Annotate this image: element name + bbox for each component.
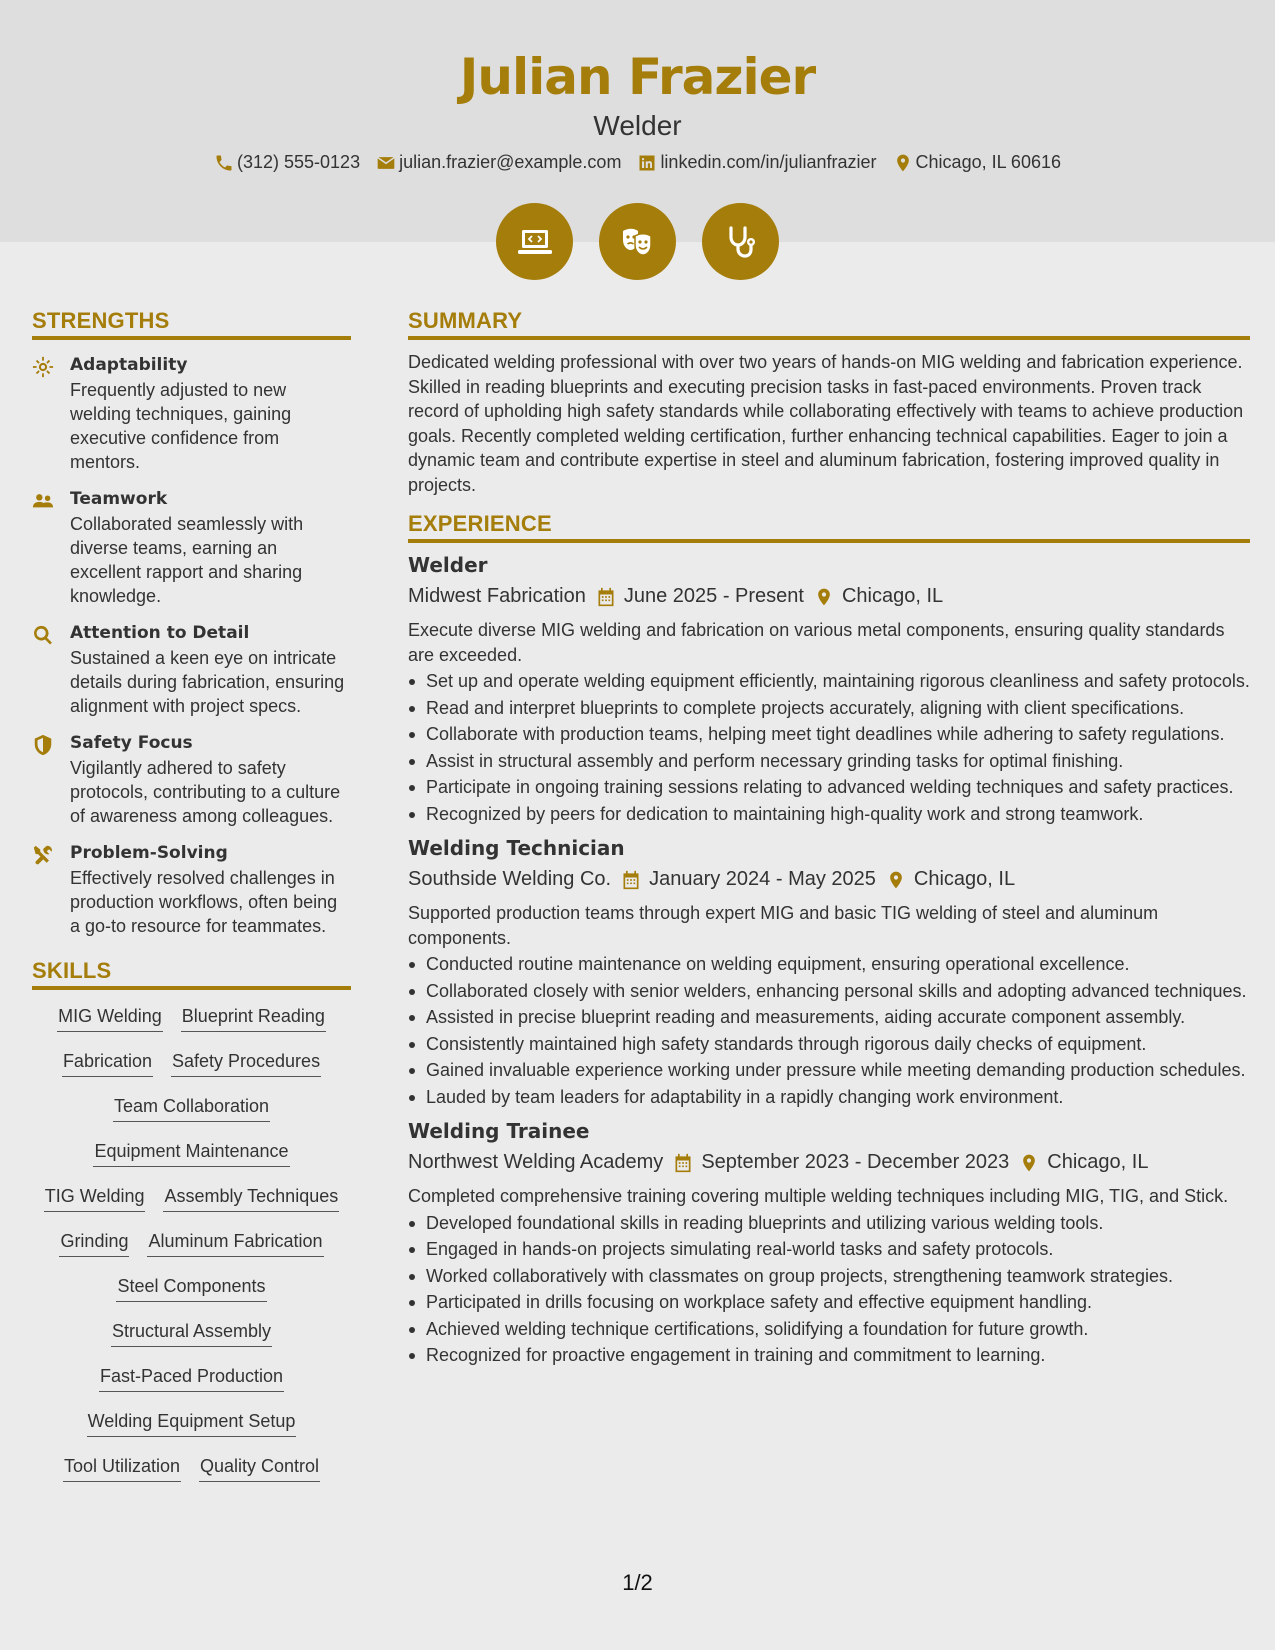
candidate-name: Julian Frazier <box>459 48 816 106</box>
job-bullet: Recognized by peers for dedication to maintaining high-quality work and strong teamwork. <box>408 802 1250 827</box>
job-bullet: Recognized for proactive engagement in training and commitment to learning. <box>408 1343 1250 1368</box>
skill-tag: Quality Control <box>199 1454 320 1482</box>
search-icon <box>32 624 54 646</box>
strength-title: Adaptability <box>70 355 188 375</box>
contact-bar <box>0 152 1275 173</box>
skill-row <box>32 1139 351 1184</box>
theater-masks-icon <box>618 222 658 262</box>
tools-icon <box>32 844 54 866</box>
job-location: Chicago, IL <box>841 585 944 607</box>
interest-circle-stethoscope <box>702 203 779 280</box>
job-bullet: Assist in structural assembly and perform necessary grinding tasks for optimal finishing. <box>408 749 1250 774</box>
job-bullet: Assisted in precise blueprint reading and measurements, aiding accurate component assembly. <box>408 1005 1250 1030</box>
users-icon <box>32 490 54 512</box>
job-title: Welder <box>408 553 488 577</box>
sun-icon <box>32 356 54 378</box>
skill-tag: Equipment Maintenance <box>93 1139 289 1167</box>
contact-phone[interactable] <box>214 152 360 173</box>
strength-item <box>32 842 351 938</box>
job-description: Execute diverse MIG welding and fabrication on various metal components, ensuring quality standards are exceeded. <box>408 620 1225 665</box>
job-bullet: Gained invaluable experience working under pressure while meeting demanding production schedules. <box>408 1058 1250 1083</box>
linkedin-icon <box>637 153 657 173</box>
contact-email[interactable] <box>376 152 621 173</box>
map-marker-icon <box>886 870 906 890</box>
job-bullets <box>408 669 1250 826</box>
linkedin-text: linkedin.com/in/julianfrazier <box>660 152 877 172</box>
email-text: julian.frazier@example.com <box>399 152 622 172</box>
job-bullet: Participated in drills focusing on workplace safety and effective equipment handling. <box>408 1290 1250 1315</box>
location-text: Chicago, IL 60616 <box>915 152 1061 172</box>
strength-desc: Sustained a keen eye on intricate details during fabrication, ensuring alignment with project specs. <box>70 648 345 716</box>
job-company: Southside Welding Co. <box>408 868 612 890</box>
strength-desc: Effectively resolved challenges in production workflows, often being a go-to resource for teammates. <box>70 868 338 936</box>
skill-row <box>32 1094 351 1139</box>
job-entry <box>408 836 1250 1109</box>
job-bullet: Conducted routine maintenance on welding equipment, ensuring operational excellence. <box>408 952 1250 977</box>
job-dates: September 2023 - December 2023 <box>701 1151 1010 1173</box>
strength-desc: Frequently adjusted to new welding techniques, gaining executive confidence from mentors. <box>70 380 292 472</box>
skill-row <box>32 1184 351 1229</box>
skill-row <box>32 1454 351 1499</box>
job-title: Welding Technician <box>408 836 625 860</box>
job-company: Midwest Fabrication <box>408 585 586 607</box>
skill-tag: Fabrication <box>62 1049 153 1077</box>
envelope-icon <box>376 153 396 173</box>
skill-tag: Aluminum Fabrication <box>147 1229 323 1257</box>
strength-title: Safety Focus <box>70 733 193 753</box>
shield-icon <box>32 734 54 756</box>
job-description: Supported production teams through expert MIG and basic TIG welding of steel and aluminum components. <box>408 903 1159 948</box>
strength-desc: Collaborated seamlessly with diverse teams, earning an excellent rapport and sharing knowledge. <box>70 514 304 606</box>
strength-title: Problem-Solving <box>70 843 228 863</box>
map-marker-icon <box>1019 1153 1039 1173</box>
job-bullet: Set up and operate welding equipment efficiently, maintaining rigorous cleanliness and safety protocols. <box>408 669 1250 694</box>
experience-heading: EXPERIENCE <box>408 511 1250 543</box>
calendar-icon <box>673 1153 693 1173</box>
interest-circle-theater <box>599 203 676 280</box>
job-bullets <box>408 1211 1250 1368</box>
skill-tag: Grinding <box>59 1229 129 1257</box>
job-bullet: Achieved welding technique certifications, solidifying a foundation for future growth. <box>408 1317 1250 1342</box>
job-title: Welding Trainee <box>408 1119 590 1143</box>
job-location: Chicago, IL <box>913 868 1016 890</box>
job-location: Chicago, IL <box>1047 1151 1149 1173</box>
right-column <box>408 308 1250 1382</box>
contact-linkedin[interactable] <box>637 152 876 173</box>
skill-row <box>32 1049 351 1094</box>
phone-icon <box>214 153 234 173</box>
job-bullet: Read and interpret blueprints to complete projects accurately, aligning with client specifications. <box>408 696 1250 721</box>
job-bullet: Worked collaboratively with classmates on group projects, strengthening teamwork strategies. <box>408 1264 1250 1289</box>
skill-tag: Blueprint Reading <box>181 1004 326 1032</box>
strength-desc: Vigilantly adhered to safety protocols, contributing to a culture of awareness among colleagues. <box>70 758 341 826</box>
skill-tag: MIG Welding <box>57 1004 163 1032</box>
skills-list <box>32 1004 351 1499</box>
skill-tag: Fast-Paced Production <box>99 1364 284 1392</box>
job-company: Northwest Welding Academy <box>408 1151 664 1173</box>
skill-row <box>32 1409 351 1454</box>
calendar-icon <box>596 587 616 607</box>
summary-heading: SUMMARY <box>408 308 1250 340</box>
job-bullet: Lauded by team leaders for adaptability in a rapidly changing work environment. <box>408 1085 1250 1110</box>
skill-tag: Steel Components <box>116 1274 266 1302</box>
summary-text: Dedicated welding professional with over two years of hands-on MIG welding and fabrication experience. Skilled in reading blueprints and executing precision tasks in fast-paced environments. Proven track record of upholding high safety standards while collaborating effectively with teams to achieve production goals. Recently completed welding certification, further enhancing technical capabilities. Eager to join a dynamic team and contribute expertise in steel and aluminum fabrication, fostering improved quality in projects. <box>408 352 1244 495</box>
skills-heading: SKILLS <box>32 958 351 990</box>
interest-circle-laptop <box>496 203 573 280</box>
strength-item <box>32 622 351 718</box>
strength-item <box>32 732 351 828</box>
skill-tag: TIG Welding <box>44 1184 146 1212</box>
left-column <box>32 308 351 1499</box>
skill-tag: Team Collaboration <box>113 1094 270 1122</box>
job-meta <box>408 1151 1250 1174</box>
strengths-heading: STRENGTHS <box>32 308 351 340</box>
job-dates: January 2024 - May 2025 <box>649 868 876 890</box>
interest-icons <box>0 203 1275 280</box>
skill-row <box>32 1274 351 1319</box>
laptop-code-icon <box>515 222 555 262</box>
job-bullet: Engaged in hands-on projects simulating real-world tasks and safety protocols. <box>408 1237 1250 1262</box>
skill-tag: Assembly Techniques <box>163 1184 339 1212</box>
job-bullet: Consistently maintained high safety standards through rigorous daily checks of equipment. <box>408 1032 1250 1057</box>
skill-row <box>32 1229 351 1274</box>
job-bullet: Collaborated closely with senior welders, enhancing personal skills and adopting advanced techniques. <box>408 979 1250 1004</box>
job-bullet: Developed foundational skills in reading blueprints and utilizing various welding tools. <box>408 1211 1250 1236</box>
map-marker-icon <box>893 153 913 173</box>
skill-tag: Tool Utilization <box>63 1454 181 1482</box>
skill-tag: Structural Assembly <box>111 1319 272 1347</box>
candidate-role: Welder <box>593 110 682 141</box>
skill-row <box>32 1004 351 1049</box>
job-bullets <box>408 952 1250 1109</box>
job-bullet: Collaborate with production teams, helping meet tight deadlines while adhering to safety regulations. <box>408 722 1250 747</box>
strength-title: Attention to Detail <box>70 623 250 643</box>
stethoscope-icon <box>721 222 761 262</box>
job-dates: June 2025 - Present <box>623 585 804 607</box>
page-number: 1/2 <box>622 1570 653 1595</box>
calendar-icon <box>621 870 641 890</box>
skill-row <box>32 1319 351 1364</box>
contact-location <box>893 152 1061 173</box>
job-entry <box>408 553 1250 826</box>
job-entry <box>408 1119 1250 1368</box>
skill-row <box>32 1364 351 1409</box>
strength-item <box>32 354 351 474</box>
job-meta <box>408 585 1250 608</box>
strength-title: Teamwork <box>70 489 168 509</box>
job-description: Completed comprehensive training covering multiple welding techniques including MIG, TIG, and Stick. <box>408 1186 1229 1206</box>
job-bullet: Participate in ongoing training sessions relating to advanced welding techniques and safety practices. <box>408 775 1250 800</box>
skill-tag: Welding Equipment Setup <box>87 1409 297 1437</box>
phone-text: (312) 555-0123 <box>236 152 361 172</box>
job-meta <box>408 868 1250 891</box>
strength-item <box>32 488 351 608</box>
map-marker-icon <box>814 587 834 607</box>
skill-tag: Safety Procedures <box>171 1049 321 1077</box>
